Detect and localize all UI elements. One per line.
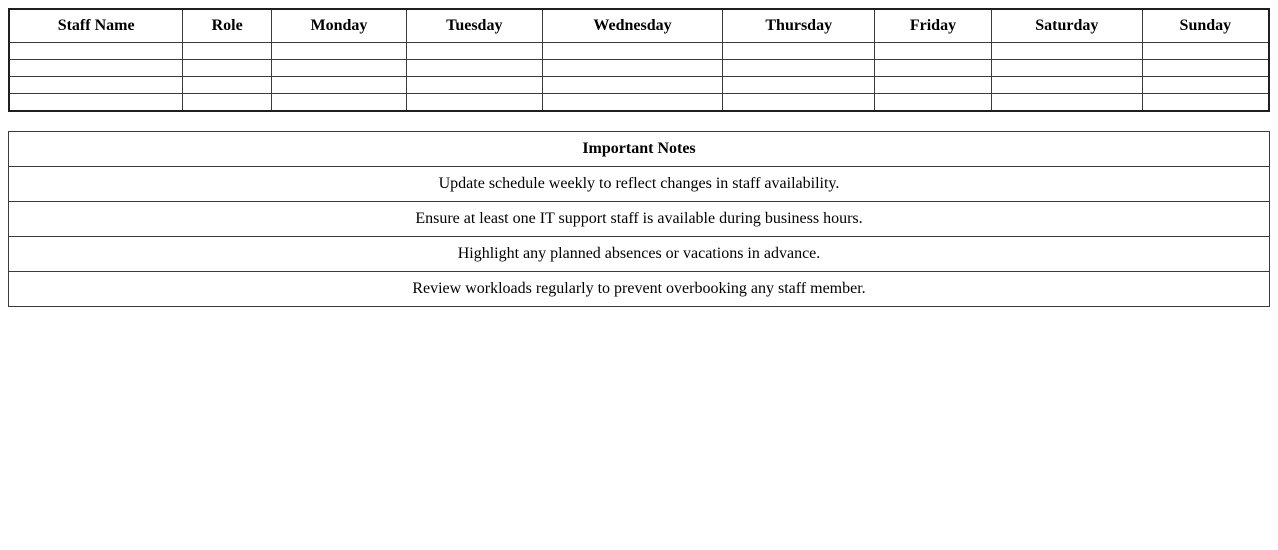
schedule-header-row	[9, 9, 1269, 43]
schedule-cell	[542, 94, 723, 112]
column-header-staff-name: Staff Name	[9, 9, 183, 43]
schedule-cell	[723, 94, 875, 112]
schedule-cell	[183, 94, 272, 112]
schedule-row	[9, 43, 1269, 60]
schedule-cell	[1142, 60, 1269, 77]
column-header-sunday: Sunday	[1142, 9, 1269, 43]
schedule-row	[9, 77, 1269, 94]
column-header-wednesday: Wednesday	[542, 9, 723, 43]
schedule-cell	[991, 43, 1142, 60]
column-header-thursday: Thursday	[723, 9, 875, 43]
schedule-cell	[406, 60, 542, 77]
column-header-monday: Monday	[272, 9, 407, 43]
notes-title: Important Notes	[9, 132, 1270, 167]
schedule-cell	[723, 60, 875, 77]
schedule-cell	[272, 43, 407, 60]
schedule-cell	[1142, 43, 1269, 60]
note-text: Highlight any planned absences or vacations in advance.	[9, 237, 1270, 272]
note-row	[9, 202, 1270, 237]
column-header-role: Role	[183, 9, 272, 43]
note-text: Review workloads regularly to prevent overbooking any staff member.	[9, 272, 1270, 307]
notes-header-row	[9, 132, 1270, 167]
schedule-row	[9, 60, 1269, 77]
schedule-cell	[723, 77, 875, 94]
schedule-empty-rows	[9, 43, 1269, 112]
column-header-saturday: Saturday	[991, 9, 1142, 43]
schedule-cell	[272, 77, 407, 94]
schedule-cell	[875, 60, 992, 77]
schedule-cell	[875, 94, 992, 112]
schedule-cell	[1142, 77, 1269, 94]
note-text: Ensure at least one IT support staff is available during business hours.	[9, 202, 1270, 237]
schedule-cell	[183, 77, 272, 94]
note-row	[9, 272, 1270, 307]
schedule-cell	[542, 60, 723, 77]
note-text: Update schedule weekly to reflect changes in staff availability.	[9, 167, 1270, 202]
schedule-cell	[875, 43, 992, 60]
schedule-cell	[1142, 94, 1269, 112]
schedule-cell	[991, 77, 1142, 94]
schedule-cell	[406, 77, 542, 94]
schedule-cell	[272, 60, 407, 77]
important-notes-table	[8, 131, 1270, 307]
schedule-cell	[9, 94, 183, 112]
schedule-cell	[406, 43, 542, 60]
column-header-friday: Friday	[875, 9, 992, 43]
schedule-cell	[272, 94, 407, 112]
schedule-cell	[875, 77, 992, 94]
schedule-cell	[406, 94, 542, 112]
schedule-cell	[183, 60, 272, 77]
schedule-cell	[991, 60, 1142, 77]
note-row	[9, 167, 1270, 202]
schedule-cell	[9, 77, 183, 94]
schedule-cell	[723, 43, 875, 60]
schedule-cell	[991, 94, 1142, 112]
staff-schedule-table	[8, 8, 1270, 112]
schedule-cell	[542, 43, 723, 60]
schedule-cell	[9, 60, 183, 77]
note-row	[9, 237, 1270, 272]
column-header-tuesday: Tuesday	[406, 9, 542, 43]
schedule-cell	[542, 77, 723, 94]
schedule-cell	[183, 43, 272, 60]
schedule-cell	[9, 43, 183, 60]
schedule-row	[9, 94, 1269, 112]
